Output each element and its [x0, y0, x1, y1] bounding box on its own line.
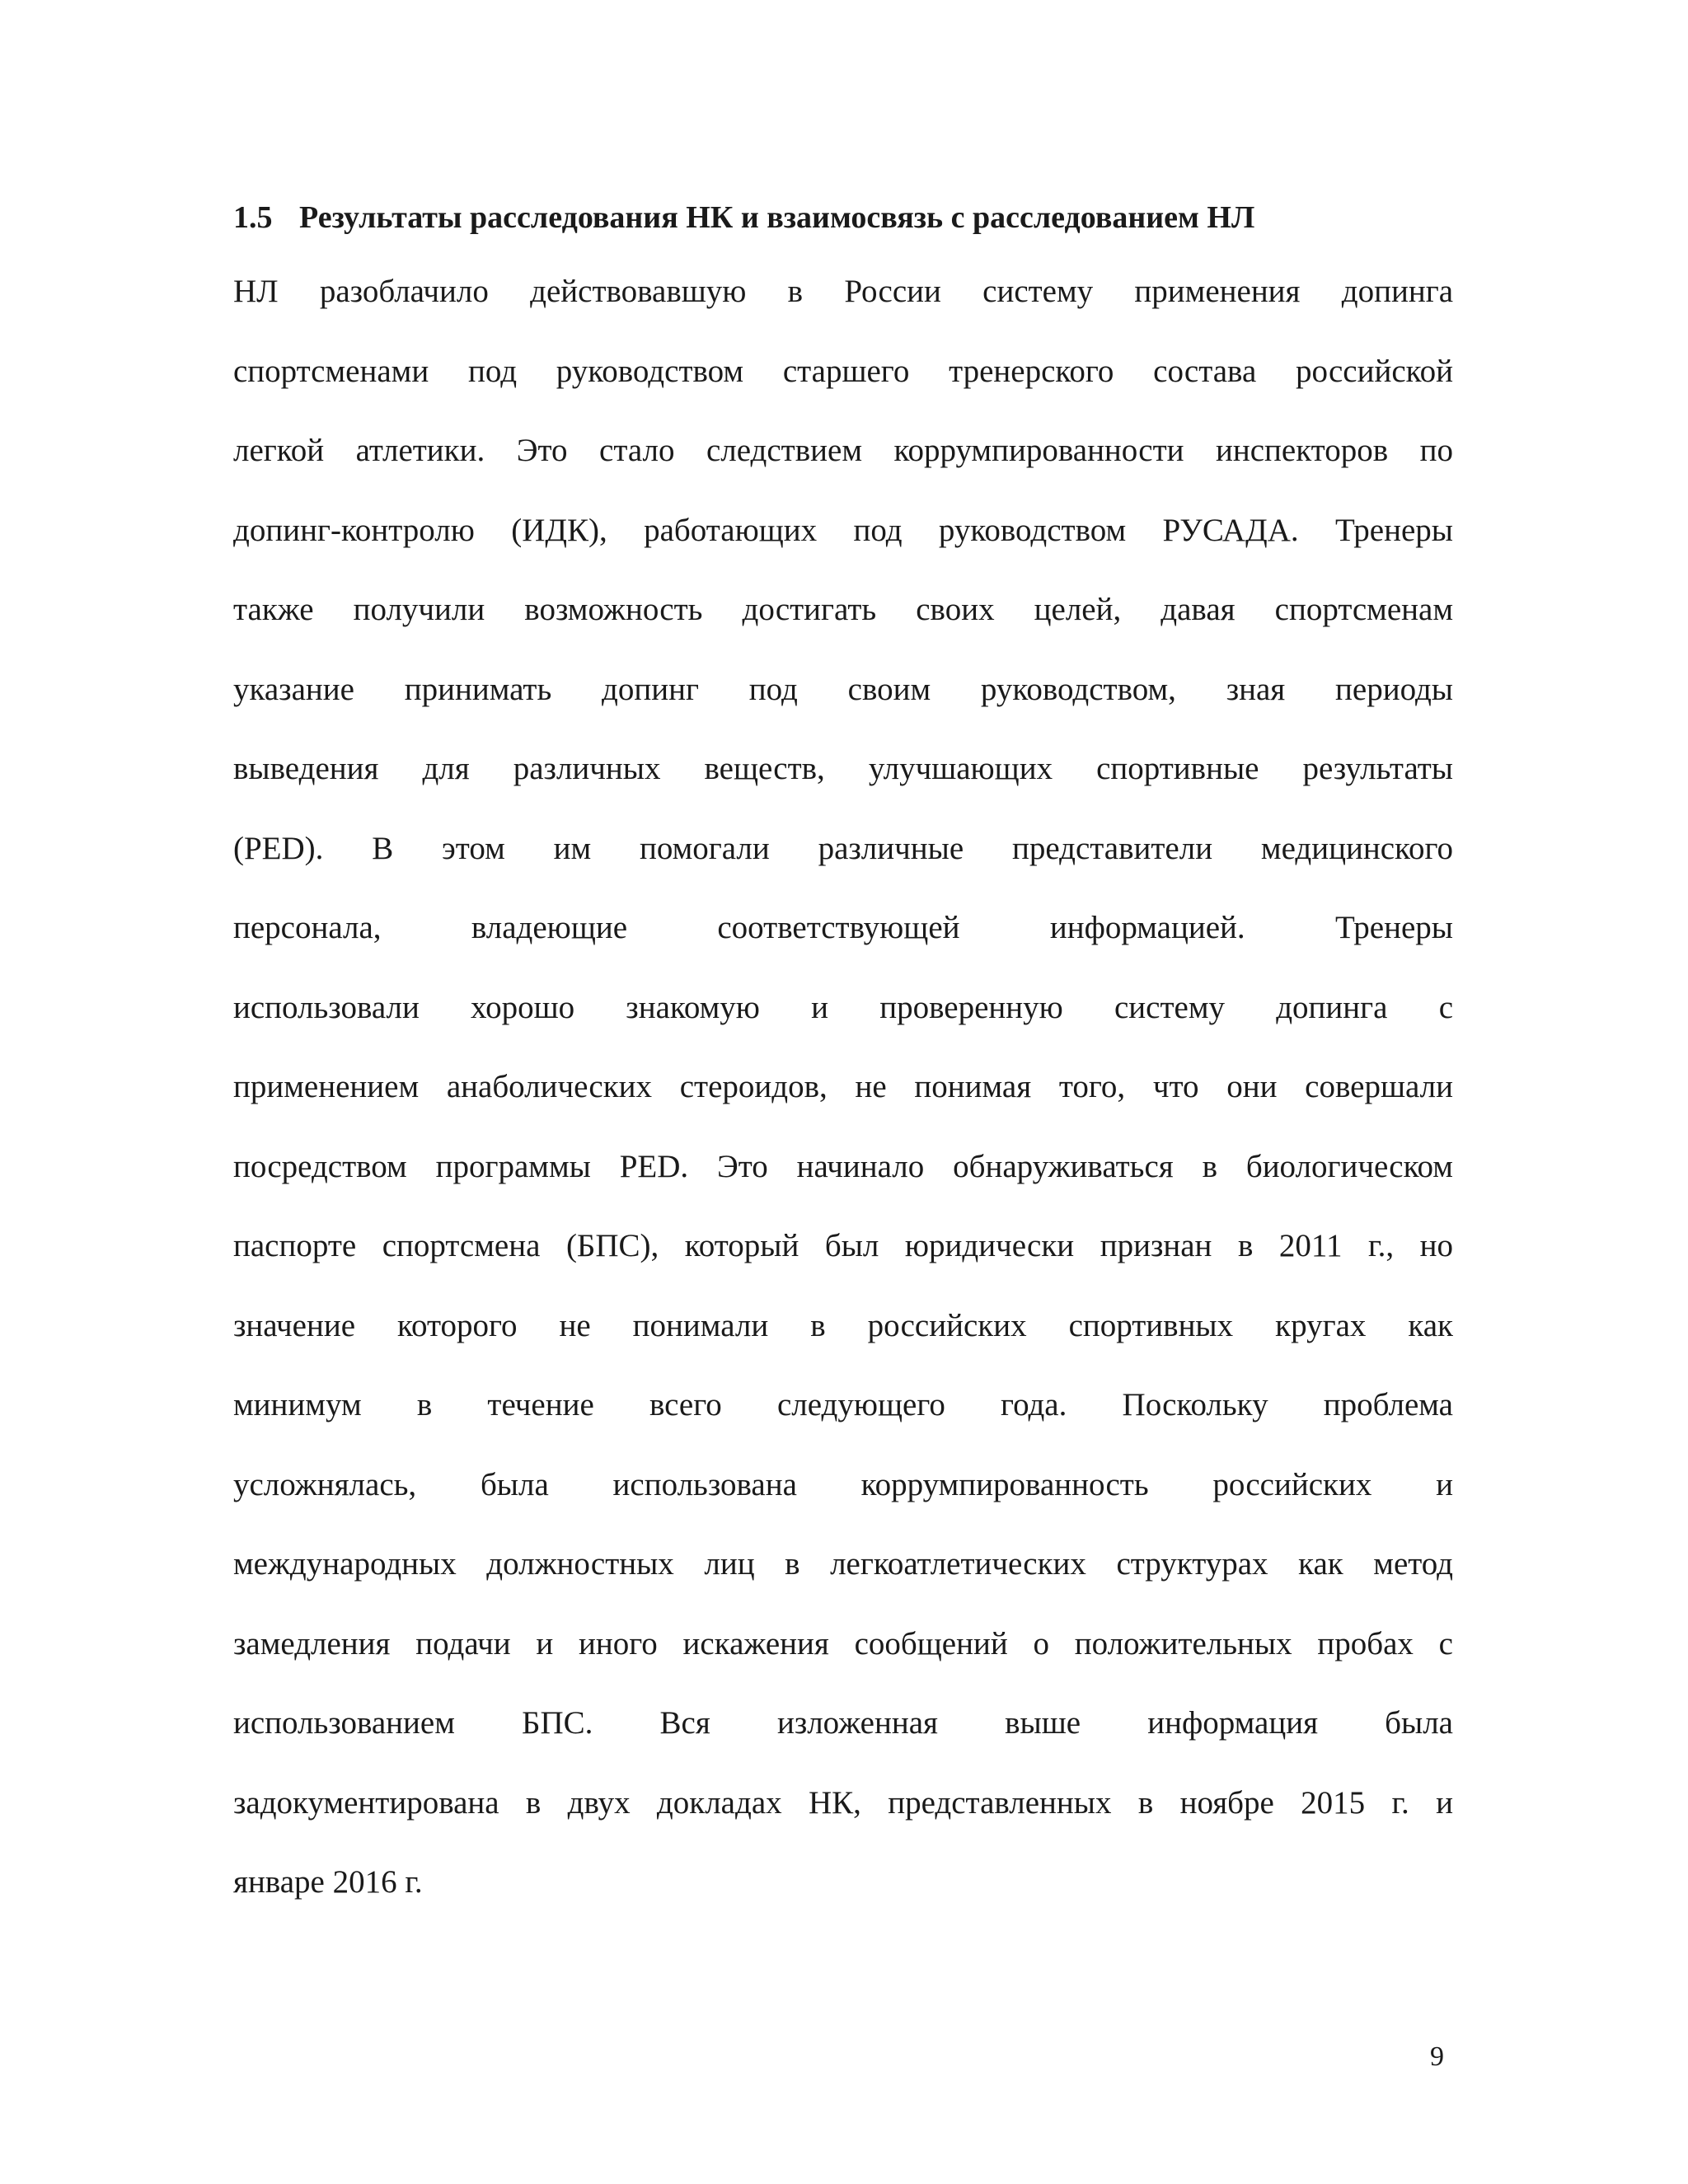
paragraph-line: выведения для различных веществ, улучшающих спортивные результаты	[233, 751, 1453, 786]
paragraph-line: задокументирована в двух докладах НК, представленных в ноябре 2015 г. и	[233, 1784, 1453, 1821]
paragraph-line: спортсменами под руководством старшего тренерского состава российской	[233, 353, 1453, 389]
paragraph-line: значение которого не понимали в российских спортивных кругах как	[233, 1307, 1453, 1343]
paragraph-line: использованием БПС. Вся изложенная выше информация была	[233, 1705, 1453, 1741]
paragraph-line: паспорте спортсмена (БПС), который был юридически признан в 2011 г., но	[233, 1228, 1453, 1263]
paragraph-line: использовали хорошо знакомую и проверенную систему допинга с	[233, 989, 1453, 1025]
paragraph-line: допинг-контролю (ИДК), работающих под руководством РУСАДА. Тренеры	[233, 512, 1453, 548]
paragraph-line: указание принимать допинг под своим руководством, зная периоды	[233, 671, 1453, 707]
section-heading	[233, 194, 1453, 241]
paragraph-line: замедления подачи и иного искажения сообщений о положительных пробах с	[233, 1625, 1453, 1661]
paragraph-line: персонала, владеющие соответствующей информацией. Тренеры	[233, 910, 1453, 945]
body-paragraph	[233, 269, 1453, 1939]
paragraph-line: легкой атлетики. Это стало следствием коррумпированности инспекторов по	[233, 433, 1453, 468]
paragraph-line: НЛ разоблачило действовавшую в России систему применения допинга	[233, 274, 1453, 309]
page-number: 9	[1430, 2041, 1444, 2072]
paragraph-line: минимум в течение всего следующего года. Поскольку проблема	[233, 1387, 1453, 1422]
paragraph-line: усложнялась, была использована коррумпированность российских и	[233, 1466, 1453, 1502]
paragraph-line: применением анаболических стероидов, не понимая того, что они совершали	[233, 1069, 1453, 1104]
paragraph-line: январе 2016 г.	[233, 1864, 423, 1900]
paragraph-line: международных должностных лиц в легкоатлетических структурах как метод	[233, 1546, 1453, 1582]
paragraph-line: посредством программы PED. Это начинало обнаруживаться в биологическом	[233, 1148, 1453, 1184]
paragraph-line: (PED). В этом им помогали различные представители медицинского	[233, 830, 1453, 866]
section-title: Результаты расследования НК и взаимосвязь с расследованием НЛ	[299, 200, 1255, 235]
section-number: 1.5	[233, 200, 273, 235]
paragraph-line: также получили возможность достигать своих целей, давая спортсменам	[233, 592, 1453, 627]
